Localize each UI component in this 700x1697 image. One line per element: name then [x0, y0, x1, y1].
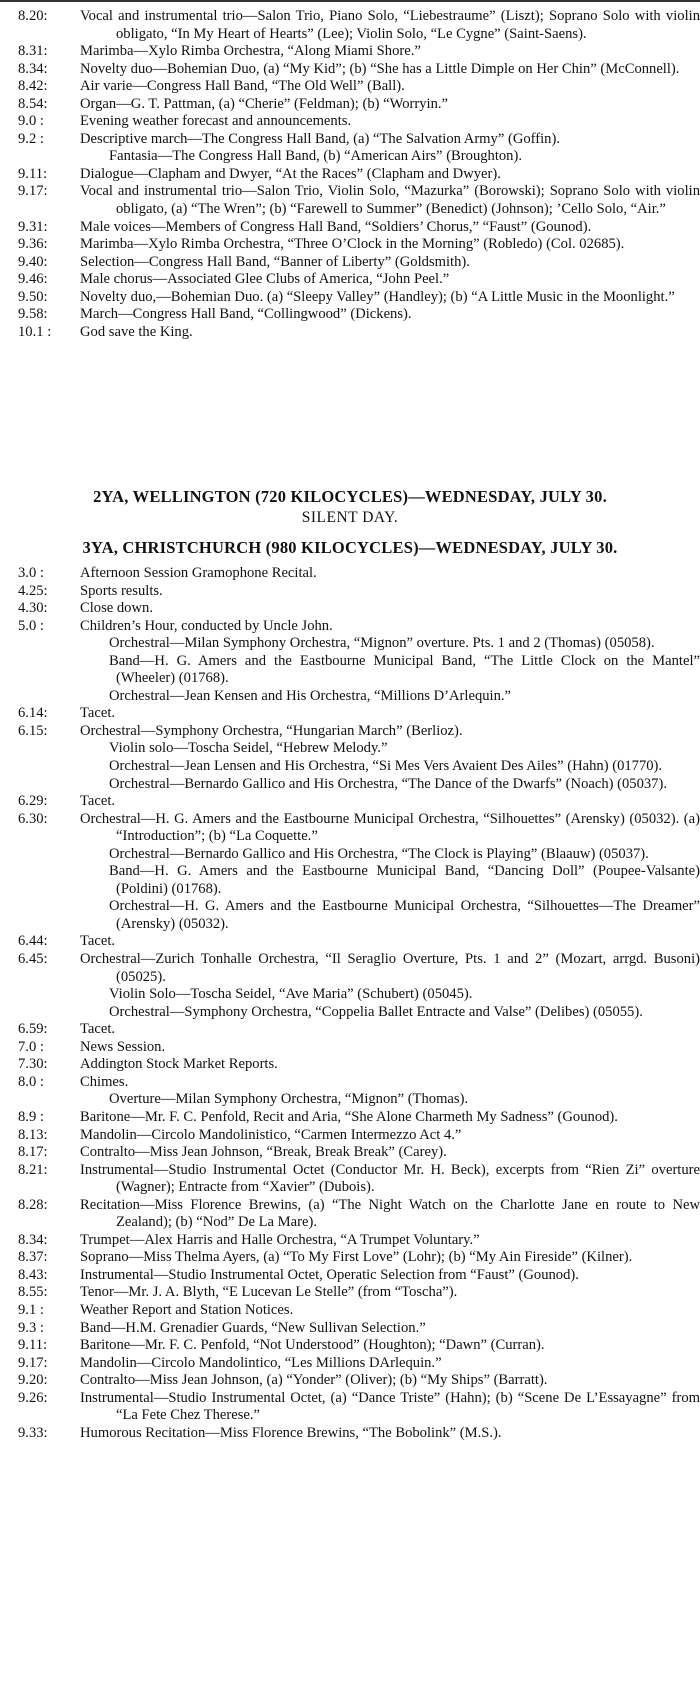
entry-text: Orchestral—Symphony Orchestra, “Coppelia Ballet Entracte and Valse” (Delibes) (05055).: [109, 1003, 643, 1020]
entry-time: 4.25:: [18, 582, 48, 599]
entry-time: 8.21:: [18, 1161, 48, 1178]
entry-time: 7.0 :: [18, 1038, 44, 1055]
entry-text: Contralto—Miss Jean Johnson, “Break, Break Break” (Carey).: [80, 1144, 447, 1161]
entry-text: Selection—Congress Hall Band, “Banner of Liberty” (Goldsmith).: [80, 253, 470, 270]
program-entry: [0, 986, 700, 1004]
entry-text: Humorous Recitation—Miss Florence Brewins, “The Bobolink” (M.S.).: [80, 1424, 502, 1441]
entry-time: 8.42:: [18, 78, 48, 95]
entry-time: 9.46:: [18, 271, 48, 288]
program-entry: [0, 565, 700, 583]
program-entry: [0, 236, 700, 254]
program-entry: [0, 618, 700, 636]
entry-text: Orchestral—Bernardo Gallico and His Orchestra, “The Dance of the Dwarfs” (Noach) (05037).: [109, 775, 667, 792]
entry-text: Orchestral—Bernardo Gallico and His Orchestra, “The Clock is Playing” (Blaauw) (05037).: [109, 845, 649, 862]
entry-text: Instrumental—Studio Instrumental Octet, Operatic Selection from “Faust” (Gounod).: [80, 1266, 579, 1283]
entry-text: Trumpet—Alex Harris and Halle Orchestra, “A Trumpet Voluntary.”: [80, 1231, 480, 1248]
entry-text: Orchestral—Jean Lensen and His Orchestra, “Si Mes Vers Avaient Des Ailes” (Hahn) (01770).: [109, 758, 663, 775]
program-entry: [0, 219, 700, 237]
entry-text: Violin Solo—Toscha Seidel, “Ave Maria” (Schubert) (05045).: [109, 986, 473, 1003]
program-entry: [0, 148, 700, 166]
entry-text: Band—H.M. Grenadier Guards, “New Sullivan Selection.”: [80, 1319, 426, 1336]
entry-text: Instrumental—Studio Instrumental Octet, (a) “Dance Triste” (Hahn); (b) “Scene De L’Essayagne” from “La Fete Chez Therese.”: [80, 1389, 700, 1424]
entry-text: Addington Stock Market Reports.: [80, 1056, 278, 1073]
entry-text: Soprano—Miss Thelma Ayers, (a) “To My First Love” (Lohr); (b) “My Ain Fireside” (Kilner).: [80, 1249, 633, 1266]
entry-text: Fantasia—The Congress Hall Band, (b) “American Airs” (Broughton).: [109, 148, 522, 165]
program-entry: [0, 1355, 700, 1373]
program-listing-1ya: [0, 8, 700, 341]
program-entry: [0, 1390, 700, 1425]
entry-time: 9.17:: [18, 183, 48, 200]
program-entry: [0, 740, 700, 758]
entry-text: Weather Report and Station Notices.: [80, 1301, 294, 1318]
station-heading-2ya: 2YA, WELLINGTON (720 KILOCYCLES)—WEDNESDAY, JULY 30.: [93, 487, 607, 506]
entry-text: Novelty duo,—Bohemian Duo. (a) “Sleepy Valley” (Handley); (b) “A Little Music in the Moonlight.”: [80, 288, 675, 305]
program-entry: [0, 1109, 700, 1127]
program-entry: [0, 723, 700, 741]
program-entry: [0, 600, 700, 618]
entry-text: Mandolin—Circolo Mandolinistico, “Carmen Intermezzo Act 4.”: [80, 1126, 462, 1143]
entry-time: 8.13:: [18, 1126, 48, 1143]
entry-text: Afternoon Session Gramophone Recital.: [80, 565, 317, 581]
program-entry: [0, 1425, 700, 1443]
program-entry: [0, 1372, 700, 1390]
entry-text: Baritone—Mr. F. C. Penfold, Recit and Aria, “She Alone Charmeth My Sadness” (Gounod).: [80, 1108, 618, 1125]
entry-text: Sports results.: [80, 582, 163, 599]
program-entry: [0, 1162, 700, 1197]
entry-time: 6.44:: [18, 933, 48, 950]
program-entry: [0, 1337, 700, 1355]
entry-time: 10.1 :: [18, 323, 52, 340]
entry-time: 8.34:: [18, 1231, 48, 1248]
entry-text: Dialogue—Clapham and Dwyer, “At the Races” (Clapham and Dwyer).: [80, 165, 501, 182]
station-heading-3ya: 3YA, CHRISTCHURCH (980 KILOCYCLES)—WEDNESDAY, JULY 30.: [82, 538, 618, 557]
entry-text: Vocal and instrumental trio—Salon Trio, Piano Solo, “Liebestraume” (Liszt); Soprano Solo with violin obligato, “In My Heart of Hearts” (Lee); Violin Solo, “Le Cygne” (Saint-Saens).: [80, 8, 700, 42]
entry-time: 4.30:: [18, 600, 48, 617]
program-entry: [0, 254, 700, 272]
program-entry: [0, 289, 700, 307]
entry-time: 9.17:: [18, 1354, 48, 1371]
program-entry: [0, 8, 700, 43]
program-entry: [0, 324, 700, 342]
program-listing-3ya: [0, 565, 700, 1442]
program-entry: [0, 183, 700, 218]
top-rule: [0, 0, 700, 2]
entry-text: Tacet.: [80, 933, 116, 950]
program-entry: [0, 776, 700, 794]
entry-time: 3.0 :: [18, 565, 44, 581]
program-entry: [0, 846, 700, 864]
entry-text: Male voices—Members of Congress Hall Band, “Soldiers’ Chorus,” “Faust” (Gounod).: [80, 218, 592, 235]
entry-time: 8.17:: [18, 1144, 48, 1161]
entry-text: News Session.: [80, 1038, 166, 1055]
entry-text: March—Congress Hall Band, “Collingwood” (Dickens).: [80, 306, 412, 323]
entry-text: Organ—G. T. Pattman, (a) “Cherie” (Feldman); (b) “Worryin.”: [80, 95, 449, 112]
entry-text: Recitation—Miss Florence Brewins, (a) “The Night Watch on the Charlotte Jane en route to New Zealand); (b) “Nod” De La Mare).: [80, 1196, 700, 1231]
program-entry: [0, 113, 700, 131]
entry-text: Marimba—Xylo Rimba Orchestra, “Three O’Clock in the Morning” (Robledo) (Col. 02685).: [80, 236, 625, 253]
entry-time: 8.34:: [18, 60, 48, 77]
program-entry: [0, 1004, 700, 1022]
program-entry: [0, 1021, 700, 1039]
entry-text: Contralto—Miss Jean Johnson, (a) “Yonder” (Oliver); (b) “My Ships” (Barratt).: [80, 1372, 548, 1389]
program-entry: [0, 61, 700, 79]
entry-text: Orchestral—Jean Kensen and His Orchestra, “Millions D’Arlequin.”: [109, 687, 512, 704]
entry-text: Male chorus—Associated Glee Clubs of America, “John Peel.”: [80, 271, 450, 288]
entry-text: Tenor—Mr. J. A. Blyth, “E Lucevan Le Stelle” (from “Toscha”).: [80, 1284, 458, 1301]
program-entry: [0, 1284, 700, 1302]
entry-text: Chimes.: [80, 1073, 129, 1090]
program-entry: [0, 166, 700, 184]
entry-time: 8.28:: [18, 1196, 48, 1213]
program-entry: [0, 131, 700, 149]
program-entry: [0, 1056, 700, 1074]
entry-text: Orchestral—H. G. Amers and the Eastbourne Municipal Orchestra, “Silhouettes” (Arensky) (05032). (a) “Introduction”; (b) “La Coquette.”: [80, 810, 700, 845]
program-entry: [0, 1039, 700, 1057]
entry-time: 6.30:: [18, 810, 48, 827]
entry-time: 9.11:: [18, 165, 48, 182]
entry-time: 9.33:: [18, 1424, 48, 1441]
program-entry: [0, 1320, 700, 1338]
entry-text: Vocal and instrumental trio—Salon Trio, Violin Solo, “Mazurka” (Borowski); Soprano Solo with violin obligato, (a) “The Wren”; (b) “Farewell to Summer” (Benedict) (Johnson); ’Cello Solo, “Air.”: [80, 183, 700, 218]
entry-time: 6.14:: [18, 705, 48, 722]
program-entry: [0, 1197, 700, 1232]
entry-text: Band—H. G. Amers and the Eastbourne Municipal Band, “The Little Clock on the Mantel” (Wheeler) (01768).: [109, 652, 700, 687]
entry-time: 8.55:: [18, 1284, 48, 1301]
program-entry: [0, 306, 700, 324]
program-entry: [0, 898, 700, 933]
entry-text: Close down.: [80, 600, 153, 617]
entry-time: 6.59:: [18, 1021, 48, 1038]
program-entry: [0, 863, 700, 898]
program-entry: [0, 758, 700, 776]
program-entry: [0, 635, 700, 653]
program-entry: [0, 583, 700, 601]
program-entry: [0, 1127, 700, 1145]
entry-time: 9.11:: [18, 1337, 48, 1354]
entry-time: 8.9 :: [18, 1108, 44, 1125]
entry-time: 9.31:: [18, 218, 48, 235]
program-entry: [0, 1249, 700, 1267]
entry-time: 9.36:: [18, 236, 48, 253]
program-entry: [0, 951, 700, 986]
entry-text: Tacet.: [80, 705, 116, 722]
entry-time: 6.45:: [18, 951, 48, 968]
entry-text: Orchestral—Zurich Tonhalle Orchestra, “Il Seraglio Overture, Pts. 1 and 2” (Mozart, arrgd. Busoni) (05025).: [80, 951, 700, 985]
entry-time: 8.54:: [18, 95, 48, 112]
entry-time: 5.0 :: [18, 617, 44, 634]
entry-text: Evening weather forecast and announcements.: [80, 113, 352, 130]
entry-text: Mandolin—Circolo Mandolintico, “Les Millions DArlequin.”: [80, 1354, 442, 1371]
program-entry: [0, 793, 700, 811]
program-entry: [0, 78, 700, 96]
entry-time: 9.1 :: [18, 1301, 44, 1318]
program-entry: [0, 653, 700, 688]
entry-text: Tacet.: [80, 1021, 116, 1038]
entry-time: 9.50:: [18, 288, 48, 305]
entry-time: 9.40:: [18, 253, 48, 270]
entry-text: Novelty duo—Bohemian Duo, (a) “My Kid”; (b) “She has a Little Dimple on Her Chin” (McConnell).: [80, 60, 680, 77]
entry-time: 7.30:: [18, 1056, 48, 1073]
program-entry: [0, 1302, 700, 1320]
program-entry: [0, 96, 700, 114]
program-entry: [0, 271, 700, 289]
entry-text: Children’s Hour, conducted by Uncle John.: [80, 617, 333, 634]
program-entry: [0, 811, 700, 846]
program-entry: [0, 1267, 700, 1285]
entry-text: Descriptive march—The Congress Hall Band, (a) “The Salvation Army” (Goffin).: [80, 130, 560, 147]
entry-text: Violin solo—Toscha Seidel, “Hebrew Melody.”: [109, 740, 388, 757]
entry-time: 8.20:: [18, 8, 48, 24]
entry-time: 9.0 :: [18, 113, 44, 130]
program-entry: [0, 1074, 700, 1092]
entry-text: Orchestral—Milan Symphony Orchestra, “Mignon” overture. Pts. 1 and 2 (Thomas) (05058).: [109, 635, 655, 652]
entry-time: 6.29:: [18, 793, 48, 810]
program-entry: [0, 43, 700, 61]
entry-text: Instrumental—Studio Instrumental Octet (Conductor Mr. H. Beck), excerpts from “Rien Zi” overture (Wagner); Entracte from “Xavier” (Dubois).: [80, 1161, 700, 1196]
entry-text: Marimba—Xylo Rimba Orchestra, “Along Miami Shore.”: [80, 43, 421, 60]
entry-time: 8.0 :: [18, 1073, 44, 1090]
entry-time: 9.58:: [18, 306, 48, 323]
program-entry: [0, 933, 700, 951]
entry-text: Baritone—Mr. F. C. Penfold, “Not Understood” (Houghton); “Dawn” (Curran).: [80, 1337, 545, 1354]
program-entry: [0, 1232, 700, 1250]
entry-time: 9.2 :: [18, 130, 44, 147]
entry-text: Band—H. G. Amers and the Eastbourne Municipal Band, “Dancing Doll” (Poupee-Valsante) (Poldini) (01768).: [109, 863, 700, 897]
entry-text: Orchestral—Symphony Orchestra, “Hungarian March” (Berlioz).: [80, 722, 463, 739]
program-entry: [0, 1144, 700, 1162]
entry-time: 9.26:: [18, 1389, 48, 1406]
entry-time: 9.3 :: [18, 1319, 44, 1336]
entry-text: Orchestral—H. G. Amers and the Eastbourne Municipal Orchestra, “Silhouettes—The Dreamer” (Arensky) (05032).: [109, 898, 700, 932]
program-entry: [0, 705, 700, 723]
entry-text: Air varie—Congress Hall Band, “The Old Well” (Ball).: [80, 78, 405, 95]
entry-text: God save the King.: [80, 323, 193, 340]
entry-text: Overture—Milan Symphony Orchestra, “Mignon” (Thomas).: [109, 1091, 469, 1108]
entry-text: Tacet.: [80, 793, 116, 810]
entry-time: 8.43:: [18, 1266, 48, 1283]
entry-time: 6.15:: [18, 722, 48, 739]
program-entry: [0, 1091, 700, 1109]
entry-time: 8.37:: [18, 1249, 48, 1266]
entry-time: 8.31:: [18, 43, 48, 60]
silent-day-notice: SILENT DAY.: [301, 509, 399, 526]
program-entry: [0, 688, 700, 706]
entry-time: 9.20:: [18, 1372, 48, 1389]
